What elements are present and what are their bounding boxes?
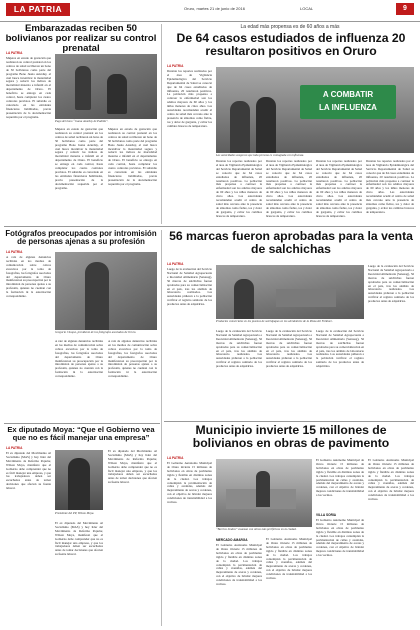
salchichas-photo (216, 265, 364, 319)
photo-figure (107, 74, 127, 114)
municipio-body-col5: El Gobierno Autónomo Municipal de Oruro invierte 15 millones de bolivianos en obras de pavimento rígido y flexible en distintas zonas de la ciudad. Los trabajos contemplan la pavimentación de calles y avenidas, además del mejoramiento de aceras y cordones, con el objetivo de brindar mejores condiciones de transitabilidad a los vecinos. (368, 459, 414, 502)
moya-photo (55, 450, 103, 510)
influenza-kicker: La edad más propensa es de 60 años a más (240, 24, 340, 30)
salchichas-body-col1: Luego de la evaluación del Servicio Nacional de Sanidad Agropecuaria e Inocuidad Alimentaria (Senasag), 56 marcas de salchichas fueron aprobadas para su comercialización en el país, tras los análisis de laboratorio realizados. Las autoridades pidieron a la población verificar el registro sanitario de los productos antes de adquirirlos. (167, 268, 212, 307)
influenza-tag: LA PATRIA (167, 64, 184, 68)
influenza-body-col2: Durante los reportes realizados por el área de Vigilancia Epidemiológica del Servicio Departamental de Salud se conoció que de 64 casos estudiados de influenza, 20 resultaron positivos. La población más propensa a contraer la enfermedad son los adultos mayores de 60 años y los niños menores de cinco años. Las autoridades recomiendan acudir al centro de salud más cercano ante la presencia de síntomas como fiebre, tos y dolor de garganta, y evitar los cambios bruscos de temperatura. (216, 160, 262, 218)
salchichas-body-col4: Luego de la evaluación del Servicio Nacional de Sanidad Agropecuaria e Inocuidad Alimentaria (Senasag), 56 marcas de salchichas fueron aprobadas para su comercialización en el país, tras los análisis de laboratorio realizados. Las autoridades pidieron a la población verificar el registro sanitario de los productos antes de adquirirlos. (316, 330, 364, 369)
photo-figure (234, 279, 254, 319)
poster-line-2: LA INFLUENZA (319, 103, 377, 112)
moya-headline: Ex diputado Moya: “Que el Gobierno vea que no es fácil manejar una empresa” (7, 425, 155, 442)
influenza-headline: De 64 casos estudiados de influenza 20 resultaron positivos en Oruro (176, 31, 406, 58)
salchichas-body-col2: Luego de la evaluación del Servicio Nacional de Sanidad Agropecuaria e Inocuidad Alimentaria (Senasag), 56 marcas de salchichas fueron aprobadas para su comercialización en el país, tras los análisis de laboratorio realizados. Las autoridades pidieron a la población verificar el registro sanitario de los productos antes de adquirirlos. (216, 330, 262, 369)
photo-figure (256, 471, 270, 507)
moya-tag: LA PATRIA (6, 446, 23, 450)
photo-figure (256, 97, 276, 153)
fotografos-photo (55, 252, 157, 330)
column-divider (161, 24, 162, 224)
section-label: LOCAL (300, 6, 314, 11)
municipio-subhead-mercado: MERCADO AMARGA (216, 538, 248, 542)
fotografos-body-col1: A raíz de algunas denuncias recibidas en los medios de comunicación sobre cobros excesivos por la toma de fotografías, los fotógrafos asociados del departamento de Oruro manifestaron su preocupación por la intromisión de personas ajenas a su profesión, quienes no cuentan con la formación ni la autorización correspondiente. (6, 256, 51, 299)
moya-body-col1: El ex diputado del Movimiento Al Socialismo (MAS) y hoy líder del Movimiento de Reforma Popular, Wilson Moya, manifestó que el Gobierno debe comprender que no es fácil manejar una empresa, y que los trabajadores deben ser escuchados antes de tomar decisiones que afecten su fuente laboral. (6, 452, 51, 491)
municipio-body-col1: El Gobierno Autónomo Municipal de Oruro invierte 15 millones de bolivianos en obras de pavimento rígido y flexible en distintas zonas de la ciudad. Los trabajos contemplan la pavimentación de calles y avenidas, además del mejoramiento de aceras y cordones, con el objetivo de brindar mejores condiciones de transitabilidad a los vecinos. (167, 462, 212, 505)
section-divider (4, 423, 160, 424)
municipio-headline: Municipio invierte 15 millones de bolivianos en obras de pavimento (192, 423, 390, 450)
page-number: 9 (396, 3, 414, 15)
section-divider (164, 421, 416, 422)
municipio-body-col4a: El Gobierno Autónomo Municipal de Oruro invierte 15 millones de bolivianos en obras de pavimento rígido y flexible en distintas zonas de la ciudad. Los trabajos contemplan la pavimentación de calles y avenidas, además del mejoramiento de aceras y cordones, con el objetivo de brindar mejores condiciones de transitabilidad a los vecinos. (316, 459, 364, 498)
issue-date: Oruro, martes 21 de junio de 2016 (184, 6, 245, 11)
page-header (0, 0, 420, 22)
influenza-photo (216, 67, 414, 153)
municipio-body-col4b: El Gobierno Autónomo Municipal de Oruro invierte 15 millones de bolivianos en obras de pavimento rígido y flexible en distintas zonas de la ciudad. Los trabajos contemplan la pavimentación de calles y avenidas, además del mejoramiento de aceras y cordones, con el objetivo de brindar mejores condiciones de transitabilidad a los vecinos. (316, 519, 364, 558)
photo-figure (75, 66, 91, 110)
municipio-body-col2: El Gobierno Autónomo Municipal de Oruro invierte 15 millones de bolivianos en obras de pavimento rígido y flexible en distintas zonas de la ciudad. Los trabajos contemplan la pavimentación de calles y avenidas, además del mejoramiento de aceras y cordones, con el objetivo de brindar mejores condiciones de transitabilidad a los vecinos. (216, 544, 262, 587)
influenza-body-col1: Durante los reportes realizados por el área de Vigilancia Epidemiológica del Servicio Departamental de Salud se conoció que de 64 casos estudiados de influenza, 20 resultaron positivos. La población más propensa a contraer la enfermedad son los adultos mayores de 60 años y los niños menores de cinco años. Las autoridades recomiendan acudir al centro de salud más cercano ante la presencia de síntomas como fiebre, tos y dolor de garganta, y evitar los cambios bruscos de temperatura. (167, 70, 212, 128)
fotografos-tag: LA PATRIA (6, 250, 23, 254)
newspaper-logo: LA PATRIA (6, 3, 70, 16)
moya-body-col3: El ex diputado del Movimiento Al Socialismo (MAS) y hoy líder del Movimiento de Reforma Popular, Wilson Moya, manifestó que el Gobierno debe comprender que no es fácil manejar una empresa, y que los trabajadores deben ser escuchados antes de tomar decisiones que afecten su fuente laboral. (108, 450, 157, 485)
fotografos-body-col3: A raíz de algunas denuncias recibidas en los medios de comunicación sobre cobros excesivos por la toma de fotografías, los fotógrafos asociados del departamento de Oruro manifestaron su preocupación por la intromisión de personas ajenas a su profesión, quienes no cuentan con la formación ni la autorización correspondiente. (108, 340, 157, 379)
fotografos-photo-caption: Gregorio Choque, presidente de los fotógrafos asociados de Oruro. (55, 330, 137, 334)
municipio-subhead-villa: VILLA SORIA (316, 513, 337, 517)
salchichas-body-col3: Luego de la evaluación del Servicio Nacional de Sanidad Agropecuaria e Inocuidad Alimentaria (Senasag), 56 marcas de salchichas fueron aprobadas para su comercialización en el país, tras los análisis de laboratorio realizados. Las autoridades pidieron a la población verificar el registro sanitario de los productos antes de adquirirlos. (266, 330, 312, 369)
photo-figure (85, 262, 109, 330)
influenza-body-col4: Durante los reportes realizados por el área de Vigilancia Epidemiológica del Servicio Departamental de Salud se conoció que de 64 casos estudiados de influenza, 20 resultaron positivos. La población más propensa a contraer la enfermedad son los adultos mayores de 60 años y los niños menores de cinco años. Las autoridades recomiendan acudir al centro de salud más cercano ante la presencia de síntomas como fiebre, tos y dolor de garganta, y evitar los cambios bruscos de temperatura. (316, 160, 362, 218)
municipio-photo-caption: “Barrios Lindos” avanzan con obras más periféricas en la ciudad. (216, 527, 297, 531)
embarazadas-photo (55, 54, 157, 119)
municipio-photo (216, 459, 312, 527)
moya-body-col2: El ex diputado del Movimiento Al Socialismo (MAS) y hoy líder del Movimiento de Reforma Popular, Wilson Moya, manifestó que el Gobierno debe comprender que no es fácil manejar una empresa, y que los trabajadores deben ser escuchados antes de tomar decisiones que afecten su fuente laboral. (55, 522, 103, 557)
column-divider (161, 230, 162, 626)
influenza-photo-caption: Las autoridades aseguran que toda persona es contagiada con influenza. (216, 153, 304, 157)
poster-line-1: A COMBATIR (322, 90, 374, 99)
salchichas-headline: 56 marcas fueron aprobadas para la venta de salchichas (169, 229, 413, 256)
embarazadas-body-col3: Mujeres en estado de gestación que realizaron su control prenatal en los centros de salud recibieron un bono de 50 bolivianos como parte del programa Bono Juana Azurduy, el cual busca incentivar la maternidad segura y reducir los índices de mortalidad materna e infantil en el departamento de Oruro. El beneficio se entrega en cada control, hasta completar los cuatro controles previstos. El subsidio es cancelado en las entidades financieras habilitadas, previa presentación de la documentación requerida por el programa. (108, 128, 157, 186)
embarazadas-photo-caption: Pago del bono “Juana Azurduy de Padilla”. (55, 119, 109, 123)
photo-figure (230, 101, 250, 153)
embarazadas-tag: LA PATRIA (6, 51, 23, 55)
salchichas-tag: LA PATRIA (167, 262, 184, 266)
municipio-tag: LA PATRIA (167, 456, 184, 460)
influenza-body-col3: Durante los reportes realizados por el área de Vigilancia Epidemiológica del Servicio Departamental de Salud se conoció que de 64 casos estudiados de influenza, 20 resultaron positivos. La población más propensa a contraer la enfermedad son los adultos mayores de 60 años y los niños menores de cinco años. Las autoridades recomiendan acudir al centro de salud más cercano ante la presencia de síntomas como fiebre, tos y dolor de garganta, y evitar los cambios bruscos de temperatura. (266, 160, 312, 218)
salchichas-body-col5: Luego de la evaluación del Servicio Nacional de Sanidad Agropecuaria e Inocuidad Alimentaria (Senasag), 56 marcas de salchichas fueron aprobadas para su comercialización en el país, tras los análisis de laboratorio realizados. Las autoridades pidieron a la población verificar el registro sanitario de los productos antes de adquirirlos. (368, 265, 414, 304)
photo-figure (68, 458, 90, 510)
influenza-body-col5: Durante los reportes realizados por el área de Vigilancia Epidemiológica del Servicio Departamental de Salud se conoció que de 64 casos estudiados de influenza, 20 resultaron positivos. La población más propensa a contraer la enfermedad son los adultos mayores de 60 años y los niños menores de cinco años. Las autoridades recomiendan acudir al centro de salud más cercano ante la presencia de síntomas como fiebre, tos y dolor de garganta, y evitar los cambios bruscos de temperatura. (366, 160, 414, 214)
embarazadas-body-col1: Mujeres en estado de gestación que realizaron su control prenatal en los centros de salud recibieron un bono de 50 bolivianos como parte del programa Bono Juana Azurduy, el cual busca incentivar la maternidad segura y reducir los índices de mortalidad materna e infantil en el departamento de Oruro. El beneficio se entrega en cada control, hasta completar los cuatro controles previstos. El subsidio es cancelado en las entidades financieras habilitadas, previa presentación de la documentación requerida por el programa. (6, 57, 51, 119)
embarazadas-body-col2: Mujeres en estado de gestación que realizaron su control prenatal en los centros de salud recibieron un bono de 50 bolivianos como parte del programa Bono Juana Azurduy, el cual busca incentivar la maternidad segura y reducir los índices de mortalidad materna e infantil en el departamento de Oruro. El beneficio se entrega en cada control, hasta completar los cuatro controles previstos. El subsidio es cancelado en las entidades financieras habilitadas, previa presentación de la documentación requerida por el programa. (55, 128, 103, 190)
influenza-poster (300, 85, 396, 119)
photo-figure (276, 289, 336, 307)
embarazadas-headline: Embarazadas reciben 50 bolivianos por realizar su control prenatal (5, 23, 157, 55)
municipio-body-col3: El Gobierno Autónomo Municipal de Oruro invierte 15 millones de bolivianos en obras de pavimento rígido y flexible en distintas zonas de la ciudad. Los trabajos contemplan la pavimentación de calles y avenidas, además del mejoramiento de aceras y cordones, con el objetivo de brindar mejores condiciones de transitabilidad a los vecinos. (266, 538, 312, 581)
section-divider (4, 226, 416, 227)
fotografos-body-col2: A raíz de algunas denuncias recibidas en los medios de comunicación sobre cobros excesivos por la toma de fotografías, los fotógrafos asociados del departamento de Oruro manifestaron su preocupación por la intromisión de personas ajenas a su profesión, quienes no cuentan con la formación ni la autorización correspondiente. (55, 340, 103, 379)
salchichas-photo-caption: Productos comerciales en los puestos de salchipapas en los alrededores de la Plaza del Folklore. (216, 319, 333, 323)
moya-photo-caption: Presidente del PP, Wilson Moya. (55, 511, 95, 515)
fotografos-headline: Fotógrafos preocupados por intromisión de personas ajenas a su profesión (5, 229, 157, 247)
